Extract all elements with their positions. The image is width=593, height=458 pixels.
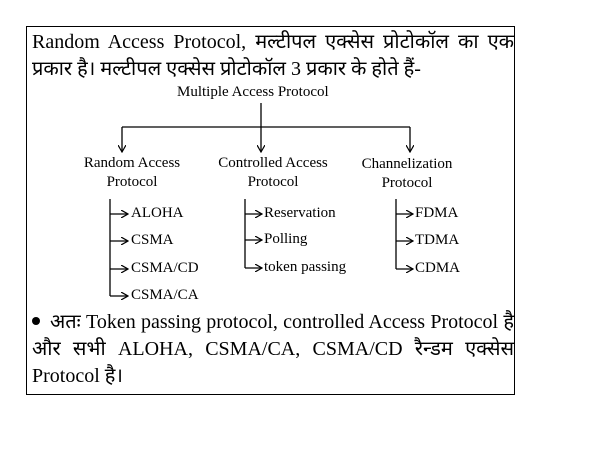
category-channelization [362,155,453,193]
category-channelization-line2: Protocol [381,175,433,191]
category-channelization-line1: Channelization [361,156,453,172]
item-csma: CSMA [131,232,174,248]
item-fdma: FDMA [415,205,459,221]
category-controlled-line2: Protocol [247,174,299,190]
diagram-title: Multiple Access Protocol [177,84,329,100]
conclusion-text: अतः Token passing protocol, controlled Access Protocol है और सभी ALOHA, CSMA/CA, CSMA/CD रैन्डम एक्सेस Protocol है। [32,311,514,387]
conclusion-paragraph [32,309,514,390]
item-tdma: TDMA [415,232,460,248]
item-token-passing: token passing [264,259,347,275]
category-random-line1: Random Access [83,155,181,171]
item-reservation: Reservation [264,205,336,221]
category-controlled-line1: Controlled Access [218,155,328,171]
item-polling: Polling [264,231,308,247]
intro-paragraph: Random Access Protocol, मल्टीपल एक्सेस प्रोटोकॉल का एक प्रकार है। मल्टीपल एक्सेस प्रोटोकॉल 3 प्रकार के होते हैं- [32,31,514,80]
category-random-access [84,154,180,192]
item-aloha: ALOHA [131,205,184,221]
category-controlled-access [218,154,328,192]
item-cdma: CDMA [415,260,461,276]
category-random-line2: Protocol [106,174,158,190]
item-csma-ca: CSMA/CA [131,287,199,303]
item-csma-cd: CSMA/CD [131,260,199,276]
bullet-icon [32,317,40,325]
